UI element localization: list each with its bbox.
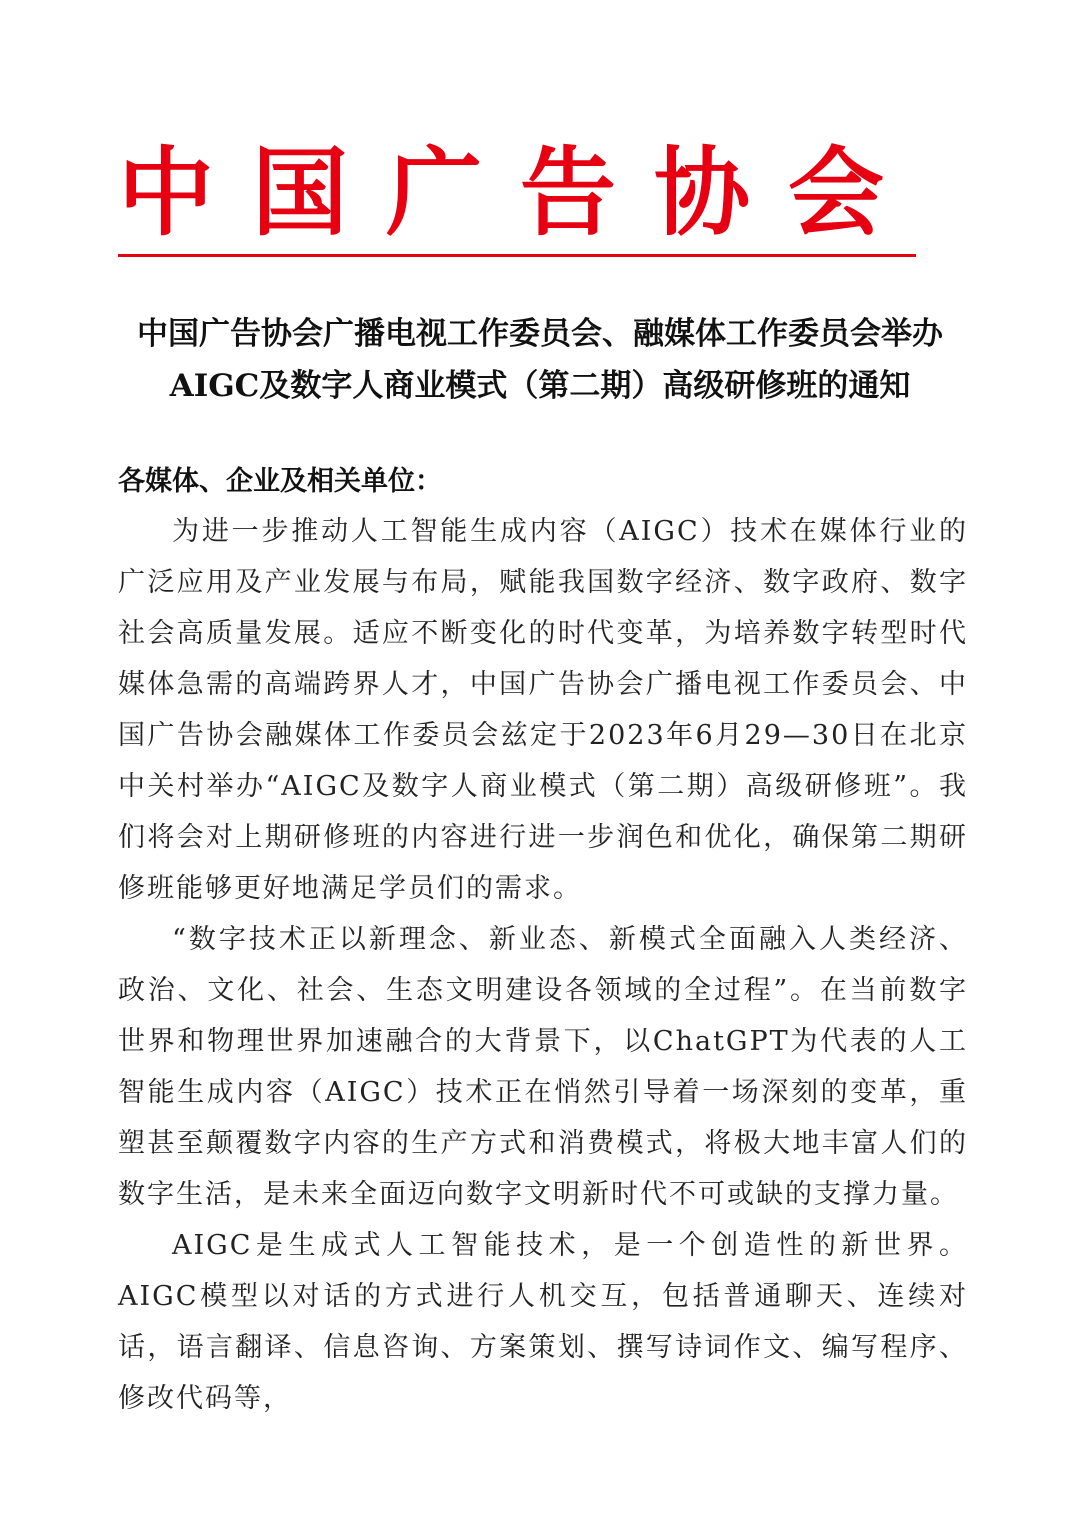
- header-divider: [118, 254, 916, 257]
- paragraph: 为进一步推动人工智能生成内容（AIGC）技术在媒体行业的广泛应用及产业发展与布局，赋能我国数字经济、数字政府、数字社会高质量发展。适应不断变化的时代变革，为培养数字转型时代媒体急需的高端跨界人才，中国广告协会广播电视工作委员会、中国广告协会融媒体工作委员会兹定于2023年6月29—30日在北京中关村举办“AIGC及数字人商业模式（第二期）高级研修班”。我们将会对上期研修班的内容进行进一步润色和优化，确保第二期研修班能够更好地满足学员们的需求。: [118, 516, 968, 904]
- paragraph: “数字技术正以新理念、新业态、新模式全面融入人类经济、政治、文化、社会、生态文明建设各领域的全过程”。在当前数字世界和物理世界加速融合的大背景下，以ChatGPT为代表的人工智能生成内容（AIGC）技术正在悄然引导着一场深刻的变革，重塑甚至颠覆数字内容的生产方式和消费模式，将极大地丰富人们的数字生活，是未来全面迈向数字文明新时代不可或缺的支撑力量。: [118, 924, 968, 1210]
- document-body: [118, 506, 968, 1424]
- document-title: [100, 308, 980, 412]
- organization-header: 中国广告协会: [118, 136, 922, 249]
- document-title-line-2: AIGC及数字人商业模式（第二期）高级研修班的通知: [169, 368, 911, 404]
- paragraph: AIGC是生成式人工智能技术，是一个创造性的新世界。AIGC模型以对话的方式进行人机交互，包括普通聊天、连续对话，语言翻译、信息咨询、方案策划、撰写诗词作文、编写程序、修改代码等，: [118, 1230, 968, 1414]
- document-title-line-1: 中国广告协会广播电视工作委员会、融媒体工作委员会举办: [137, 316, 943, 352]
- salutation: 各媒体、企业及相关单位：: [118, 466, 442, 497]
